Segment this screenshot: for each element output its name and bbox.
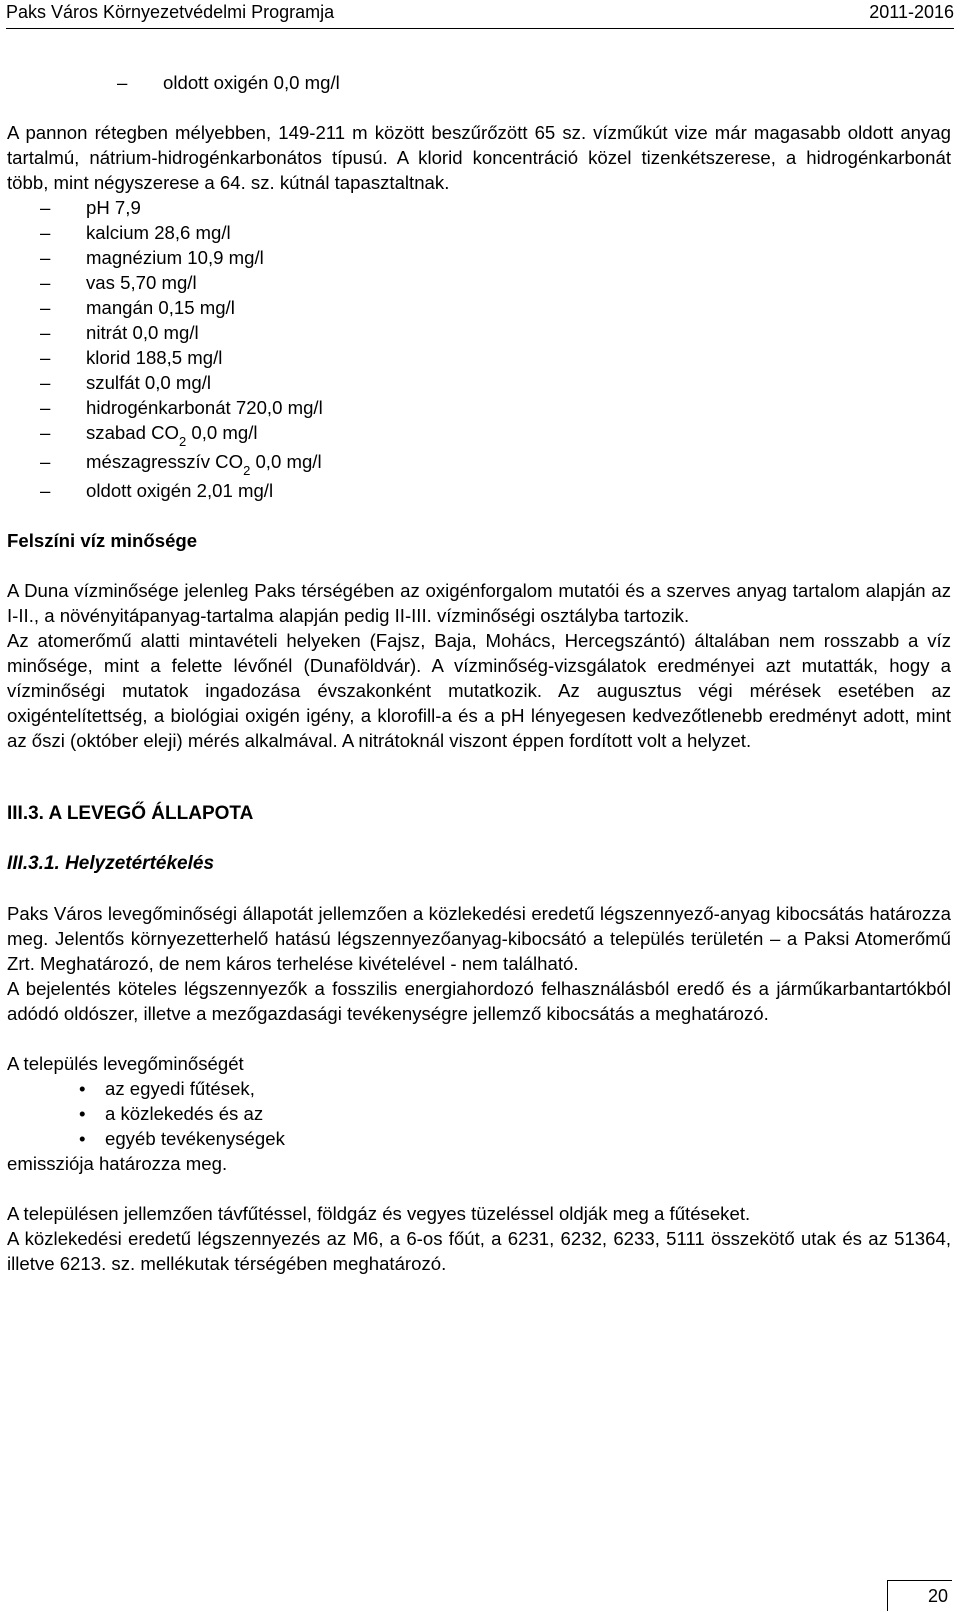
surface-paragraph-2: Az atomerőmű alatti mintavételi helyeken (Fajsz, Baja, Mohács, Hercegszántó) általában nem rosszabb a víz minősége, mint a felette lévőnél (Dunaföldvár). A vízminőség-vizsgálatok eredményei azt mutatták, hogy a vízminőségi mutatok ingadozása évszakonként mutatkozik. Az augusztus végi mérések esetében az oxigéntelítettség, a biológiai oxigén igény, a klorofill-a és a pH lényegesen kedvezőtlenebb eredményt adott, mint az őszi (október eleji) mérés alkalmával. A nitrátoknál viszont éppen fordított volt a helyzet. — [7, 630, 951, 751]
measurement-list — [7, 195, 951, 503]
air-list-outro: emissziója határozza meg. — [7, 1153, 228, 1174]
dash-glyph: – — [40, 272, 51, 293]
surface-paragraph-1: A Duna vízminősége jelenleg Paks térségében az oxigénforgalom mutatói és a szerves anyag tartalom alapján az I-II., a növényitápanyag-tartalma alapján pedig II-III. vízminőségi osztályba tartozik. — [7, 580, 951, 626]
dash-item — [7, 370, 951, 395]
section-title: III.3. A LEVEGŐ ÁLLAPOTA — [7, 803, 254, 824]
dash-glyph: – — [40, 197, 51, 218]
dash-item-text: nitrát 0,0 mg/l — [86, 322, 199, 343]
co2-value: 0,0 mg/l — [186, 422, 258, 443]
spacer — [7, 553, 951, 578]
dash-item-text: oldott oxigén 2,01 mg/l — [86, 480, 274, 501]
page-number: 20 — [887, 1580, 952, 1611]
page-header — [6, 0, 954, 29]
spacer — [7, 1026, 951, 1051]
header-title: Paks Város Környezetvédelmi Programja — [6, 2, 335, 22]
spacer — [7, 876, 951, 901]
dash-item — [7, 245, 951, 270]
dash-item — [7, 70, 951, 95]
dash-item-text: vas 5,70 mg/l — [86, 272, 197, 293]
air-list-intro: A település levegőminőségét — [7, 1053, 244, 1074]
dash-item-text: szulfát 0,0 mg/l — [86, 372, 212, 393]
list-item: • a közlekedés és az — [79, 1101, 951, 1126]
dash-item-co2-free — [7, 420, 951, 449]
dash-item — [7, 270, 951, 295]
surface-heading: Felszíni víz minősége — [7, 530, 198, 551]
bullet-list — [7, 1076, 951, 1151]
dash-item — [7, 345, 951, 370]
spacer — [7, 503, 951, 528]
dash-glyph: – — [40, 451, 51, 472]
dash-item-text: klorid 188,5 mg/l — [86, 347, 223, 368]
air-paragraph-1: Paks Város levegőminőségi állapotát jellemzően a közlekedési eredetű légszennyező-anyag kibocsátás határozza meg. Jelentős környezetterhelő hatású légszennyezőanyag-kibocsátó a település területén – a Paksi Atomerőmű Zrt. Meghatározó, de nem káros terhelése kivételével - nem található. — [7, 903, 951, 974]
header-years: 2011-2016 — [869, 2, 954, 22]
dash-glyph: – — [40, 422, 51, 443]
dash-glyph: – — [117, 72, 128, 93]
page-content — [7, 70, 951, 1276]
dash-glyph: – — [40, 222, 51, 243]
subsection-title: III.3.1. Helyzetértékelés — [7, 853, 215, 874]
list-item: • egyéb tevékenységek — [79, 1126, 951, 1151]
list-item: • az egyedi fűtések, — [79, 1076, 951, 1101]
co2-subscript: 2 — [179, 434, 187, 449]
dash-item-text: mangán 0,15 mg/l — [86, 297, 235, 318]
co2-label: mészagresszív CO — [86, 451, 244, 472]
dash-glyph: – — [40, 397, 51, 418]
dash-item — [7, 478, 951, 503]
dash-glyph: – — [40, 247, 51, 268]
dash-glyph: – — [40, 297, 51, 318]
dash-glyph: – — [40, 480, 51, 501]
dash-item-text: hidrogénkarbonát 720,0 mg/l — [86, 397, 323, 418]
dash-item-text: oldott oxigén 0,0 mg/l — [163, 72, 340, 93]
dash-item-text: pH 7,9 — [86, 197, 141, 218]
dash-glyph: – — [40, 372, 51, 393]
dash-item — [7, 195, 951, 220]
co2-value: 0,0 mg/l — [250, 451, 322, 472]
dash-item — [7, 220, 951, 245]
spacer — [7, 753, 951, 803]
dash-glyph: – — [40, 322, 51, 343]
dash-item — [7, 295, 951, 320]
final-paragraph-2: A közlekedési eredetű légszennyezés az M6, a 6-os főút, a 6231, 6232, 6233, 5111 összekötő utak és az 51364, illetve 6213. sz. mellékutak térségében meghatározó. — [7, 1228, 951, 1274]
final-paragraph-1: A településen jellemzően távfűtéssel, földgáz és vegyes tüzeléssel oldják meg a fűtéseket. — [7, 1203, 751, 1224]
dash-item-co2-aggr — [7, 449, 951, 478]
air-paragraph-2: A bejelentés köteles légszennyezők a fosszilis energiahordozó felhasználásból eredő és a járműkarbantartókból adódó oldószer, illetve a mezőgazdasági tevékenységre jellemző kibocsátás a meghatározó. — [7, 978, 951, 1024]
spacer — [7, 1176, 951, 1201]
dash-item — [7, 395, 951, 420]
dash-item — [7, 320, 951, 345]
dash-item-text: kalcium 28,6 mg/l — [86, 222, 231, 243]
paragraph-pannon: A pannon rétegben mélyebben, 149-211 m között beszűrőzött 65 sz. vízműkút vize már magasabb oldott anyag tartalmú, nátrium-hidrogénkarbonátos típusú. A klorid koncentráció közel tizenkétszerese, a hidrogénkarbonát több, mint négyszerese a 64. sz. kútnál tapasztaltnak. — [7, 122, 951, 193]
dash-glyph: – — [40, 347, 51, 368]
dash-item-text: magnézium 10,9 mg/l — [86, 247, 264, 268]
co2-subscript: 2 — [243, 463, 251, 478]
spacer — [7, 95, 951, 120]
co2-label: szabad CO — [86, 422, 180, 443]
